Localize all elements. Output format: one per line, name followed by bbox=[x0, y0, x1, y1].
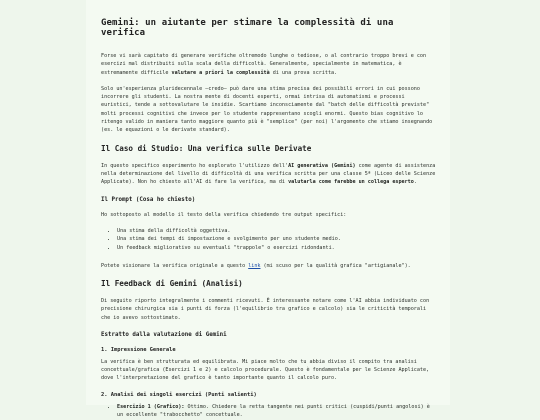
prompt-output-list bbox=[101, 227, 436, 253]
section-1-paragraph: La verifica è ben strutturata ed equilibrata. Mi piace molto che tu abbia diviso il compito tra analisi concettuale/grafica (Esercizi 1 e 2) e calcolo procedurale. Questo è fondamentale per le Scienze Applicate, dove l'interpretazione del grafico è tanto importante quanto il calcolo puro. bbox=[101, 358, 430, 382]
case-study-paragraph: In questo specifico esperimento ho esplorato l'utilizzo dell'AI generativa (Gemini) come agente di assistenza nella determinazione del livello di difficoltà di una verifica scritta per una classe 5ª (Liceo delle Scienze Applicate). Non ho chiesto all'AI di fare la verifica, ma di valutarla come farebbe un collega esperto. bbox=[101, 162, 436, 186]
intro-paragraph-1: Forse vi sarà capitato di generare verifiche oltremodo lunghe o tediose, o al contrario troppo brevi e con esercizi mal distribuiti sulla scala della difficoltà. Generalmente, specialmente in matematica, è estremamente difficile valutare a priori la complessità di una prova scritta. bbox=[101, 53, 427, 76]
section-1-heading: 1. Impressione Generale bbox=[101, 346, 176, 353]
list-item: • Una stima della difficoltà oggettiva. bbox=[117, 227, 436, 236]
prompt-paragraph: Ho sottoposto al modello il testo della verifica chiedendo tre output specifici: bbox=[101, 211, 347, 218]
exercise-analysis-list bbox=[101, 403, 436, 420]
list-item: • Una stima dei tempi di impostazione e svolgimento per uno studente medio. bbox=[117, 235, 436, 244]
prompt-heading: Il Prompt (Cosa ho chiesto) bbox=[101, 196, 196, 203]
section-2-heading: 2. Analisi dei singoli esercizi (Punti salienti) bbox=[101, 391, 257, 398]
page-title: Gemini: un aiutante per stimare la complessità di una verifica bbox=[101, 18, 394, 38]
verification-link[interactable]: link bbox=[248, 262, 261, 269]
list-item: • Un feedback migliorativo su eventuali "trappole" o esercizi ridondanti. bbox=[117, 244, 436, 253]
feedback-paragraph: Di seguito riporto integralmente i commenti ricevuti. È interessante notare come l'AI abbia individuato con precisione chirurgica sia i punti di forza (l'equilibrio tra grafico e calcolo) sia le criticità temporali che io avevo sottostimato. bbox=[101, 297, 430, 321]
link-paragraph: Potete visionare la verifica originale a questo link (mi scuso per la qualità grafica "artigianale"). bbox=[101, 262, 411, 269]
feedback-heading: Il Feedback di Gemini (Analisi) bbox=[101, 278, 243, 288]
list-item: • Esercizio 1 (Grafico): Ottimo. Chiedere la retta tangente nei punti critici (cuspidi/punti angolosi) è un eccellente "trabocchetto" concettuale. bbox=[117, 403, 436, 420]
article bbox=[86, 0, 450, 419]
gemini-excerpt-heading: Estratto dalla valutazione di Gemini bbox=[101, 331, 227, 338]
intro-paragraph-2: Solo un'esperienza pluridecennale —credo— può dare una stima precisa dei possibili errori in cui possono incorrere gli studenti. La nostra mente di docenti esperti, ormai intrisa di automatismi e processi euristici, tende a sottovalutare le insidie. Scartiamo inconsciamente dal "batch delle difficoltà previste" molti processi cognitivi che invece per lo studente rappresentano scogli enormi. Questo bias cognitivo lo ritengo valido in maniera tanto maggiore quanto più è "semplice" (per noi) l'argomento che stiamo insegnando (es. le equazioni o le derivate standard). bbox=[101, 85, 433, 134]
case-study-heading: Il Caso di Studio: Una verifica sulle Derivate bbox=[101, 143, 312, 153]
